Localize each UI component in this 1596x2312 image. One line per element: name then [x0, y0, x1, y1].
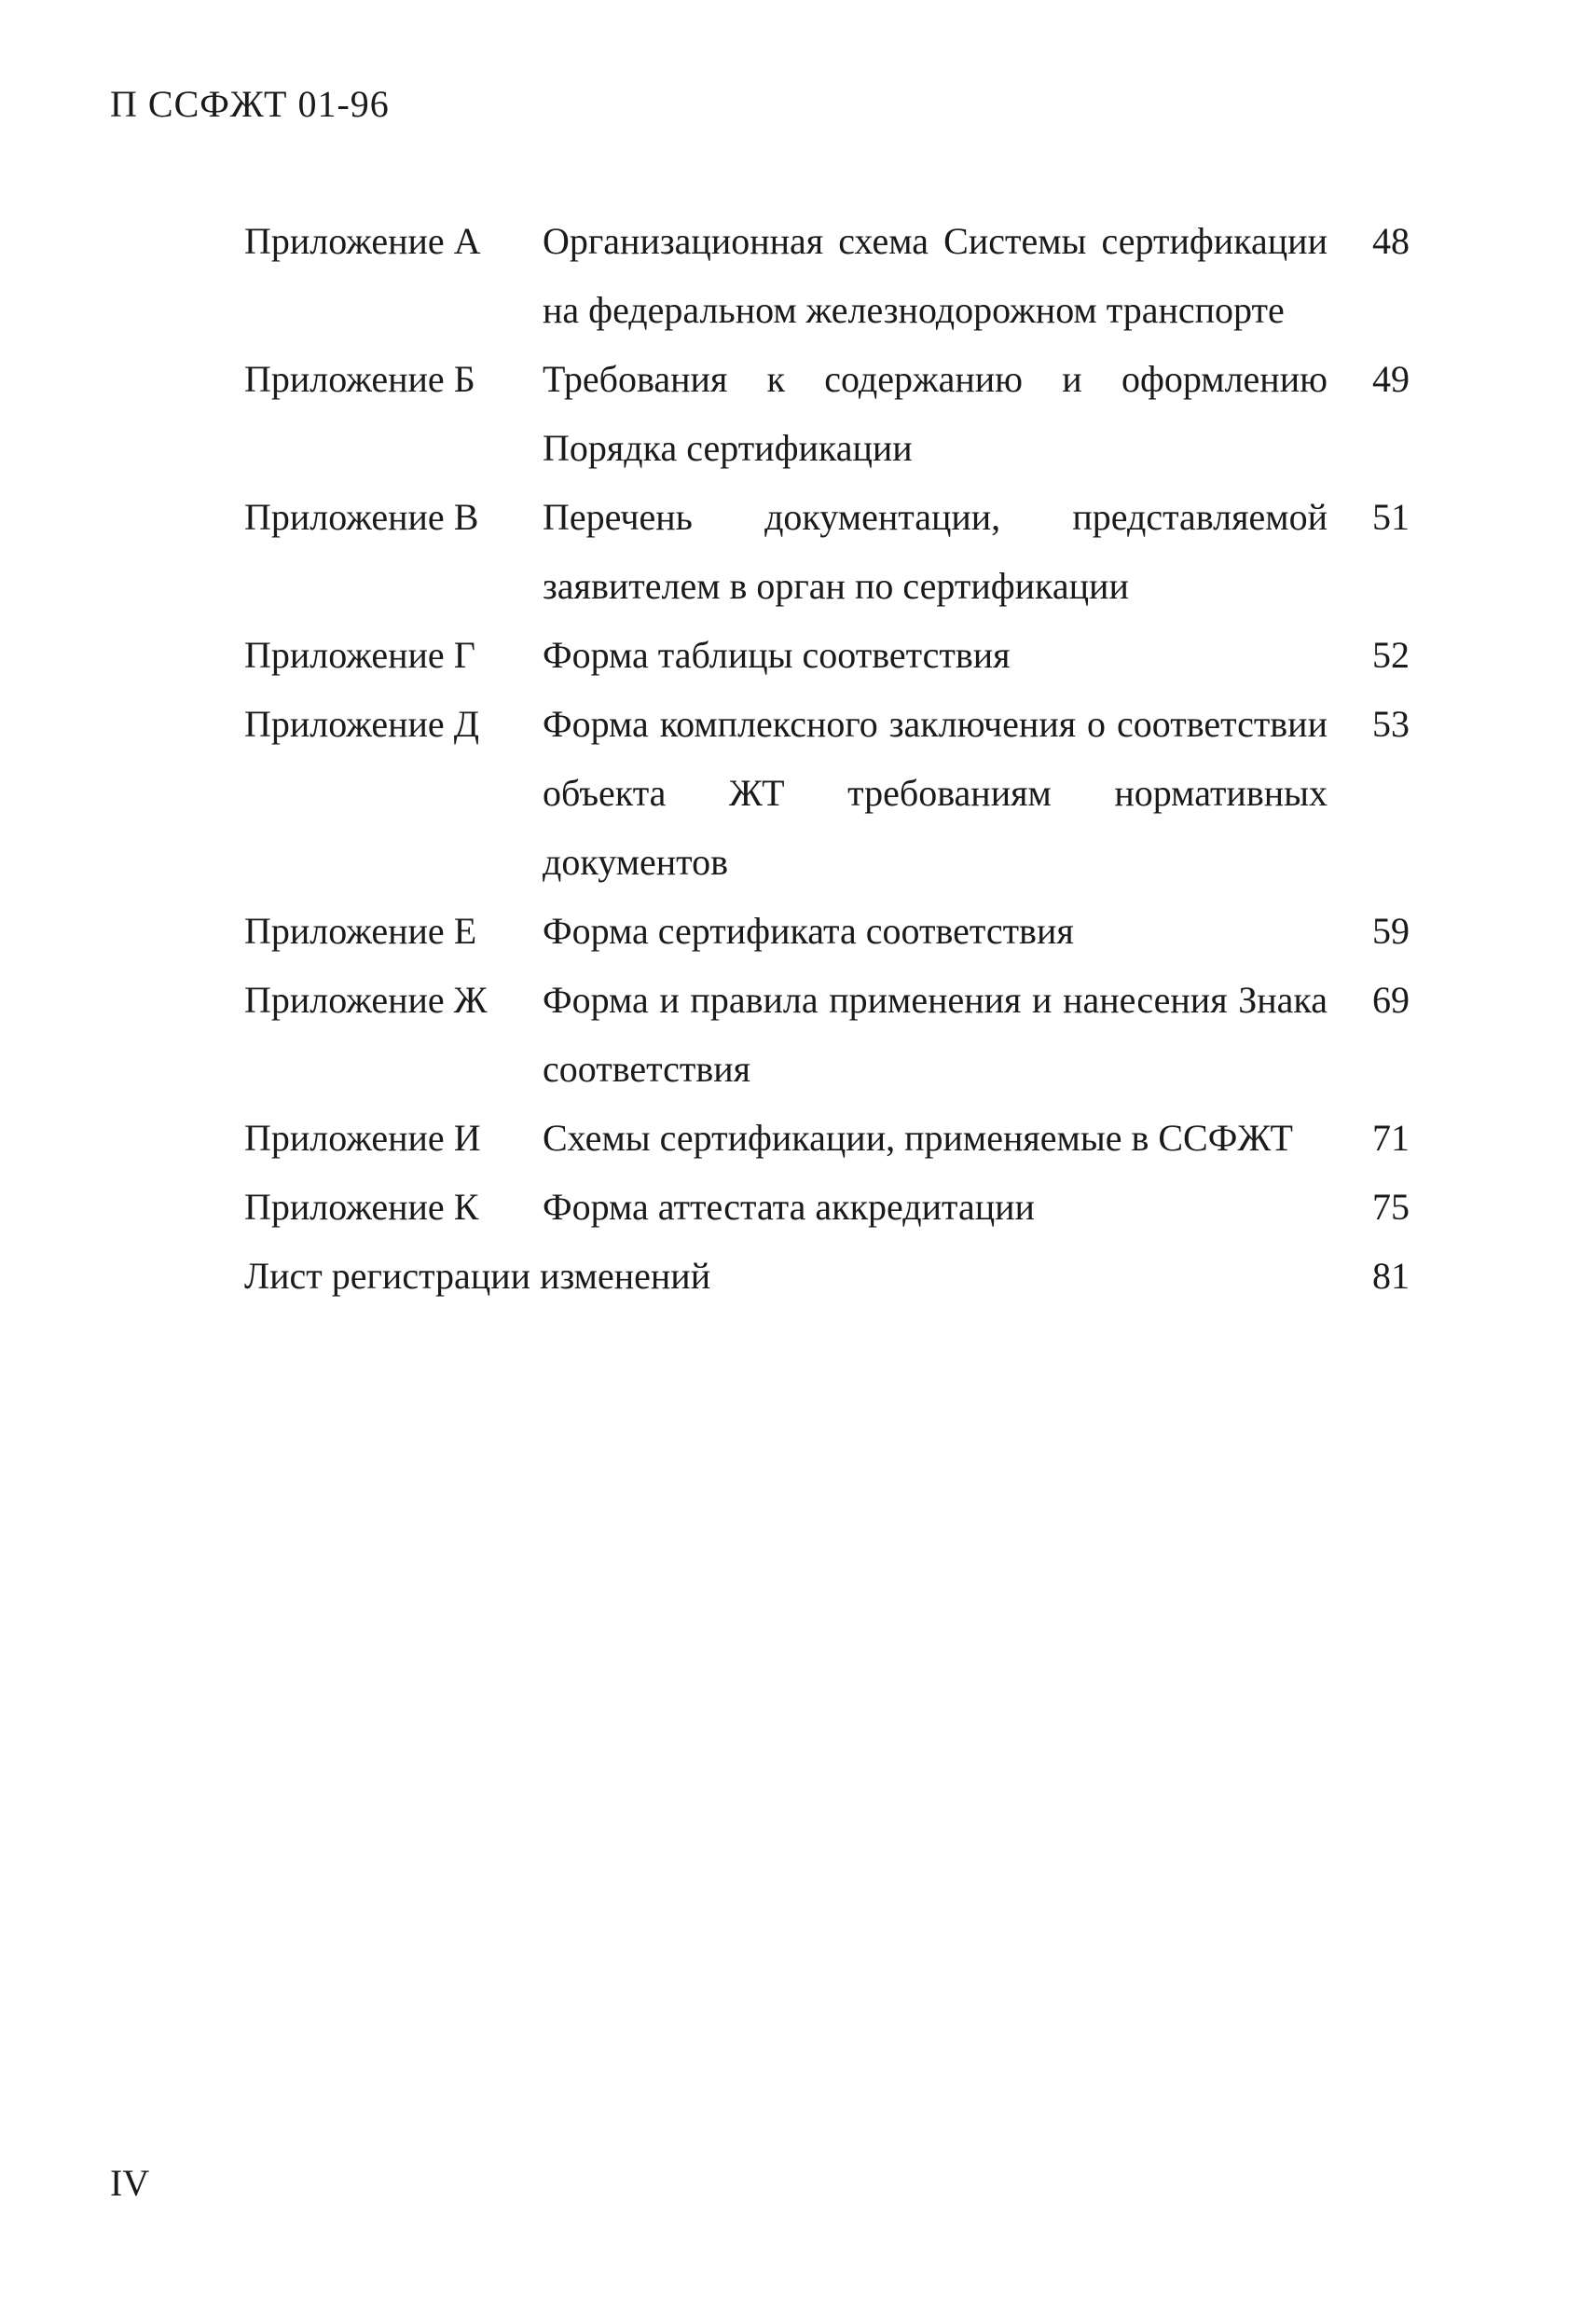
toc-entry-page: 59: [1372, 910, 1410, 952]
toc-entry-page: 51: [1372, 496, 1410, 538]
toc-entry-page: 52: [1372, 634, 1410, 676]
toc-entry-page: 81: [1372, 1255, 1410, 1297]
toc-entry-page: 48: [1372, 220, 1410, 262]
toc-entry-label: Приложение И: [244, 1117, 481, 1159]
toc-entry-page: 49: [1372, 358, 1410, 400]
toc-entry-title: Требования к содержанию и оформлению Порядка сертификации: [543, 358, 1328, 469]
table-of-contents: [244, 207, 1410, 1311]
toc-entry[interactable]: [244, 966, 1410, 1104]
toc-entry-label: Приложение Г: [244, 634, 475, 676]
toc-entry-page: 69: [1372, 979, 1410, 1021]
toc-entry-label: Приложение В: [244, 496, 479, 538]
toc-entry[interactable]: [244, 207, 1410, 345]
toc-entry[interactable]: [244, 1104, 1410, 1173]
toc-entry-title: Форма аттестата аккредитации: [543, 1186, 1035, 1228]
toc-entry[interactable]: [244, 621, 1410, 690]
toc-entry[interactable]: [244, 897, 1410, 966]
toc-entry-change-log[interactable]: [244, 1242, 1410, 1311]
toc-entry-label: Приложение Б: [244, 358, 475, 400]
toc-entry-label: Приложение А: [244, 220, 481, 262]
toc-entry-title: Форма и правила применения и нанесения Знака соответствия: [543, 979, 1328, 1090]
toc-entry-title: Лист регистрации изменений: [244, 1255, 711, 1297]
toc-entry[interactable]: [244, 345, 1410, 483]
toc-entry-title: Организационная схема Системы сертификации на федеральном железнодорожном транспорте: [543, 220, 1328, 331]
toc-entry[interactable]: [244, 483, 1410, 621]
toc-entry-label: Приложение Ж: [244, 979, 488, 1021]
toc-entry-title: Форма сертификата соответствия: [543, 910, 1074, 952]
toc-entry[interactable]: [244, 1173, 1410, 1242]
toc-entry-title: Схемы сертификации, применяемые в ССФЖТ: [543, 1117, 1293, 1159]
toc-entry-page: 75: [1372, 1186, 1410, 1228]
toc-entry-title: Перечень документации, представляемой заявителем в орган по сертификации: [543, 496, 1328, 607]
toc-entry-page: 71: [1372, 1117, 1410, 1159]
document-code-header: П ССФЖТ 01-96: [110, 83, 390, 125]
toc-entry-label: Приложение Е: [244, 910, 477, 952]
page-number-footer: IV: [110, 2162, 150, 2204]
toc-entry-label: Приложение Д: [244, 703, 479, 745]
toc-entry[interactable]: [244, 690, 1410, 897]
toc-entry-title: Форма таблицы соответствия: [543, 634, 1011, 676]
toc-entry-page: 53: [1372, 703, 1410, 745]
toc-entry-label: Приложение К: [244, 1186, 479, 1228]
toc-entry-title: Форма комплексного заключения о соответствии объекта ЖТ требованиям нормативных документов: [543, 703, 1328, 883]
